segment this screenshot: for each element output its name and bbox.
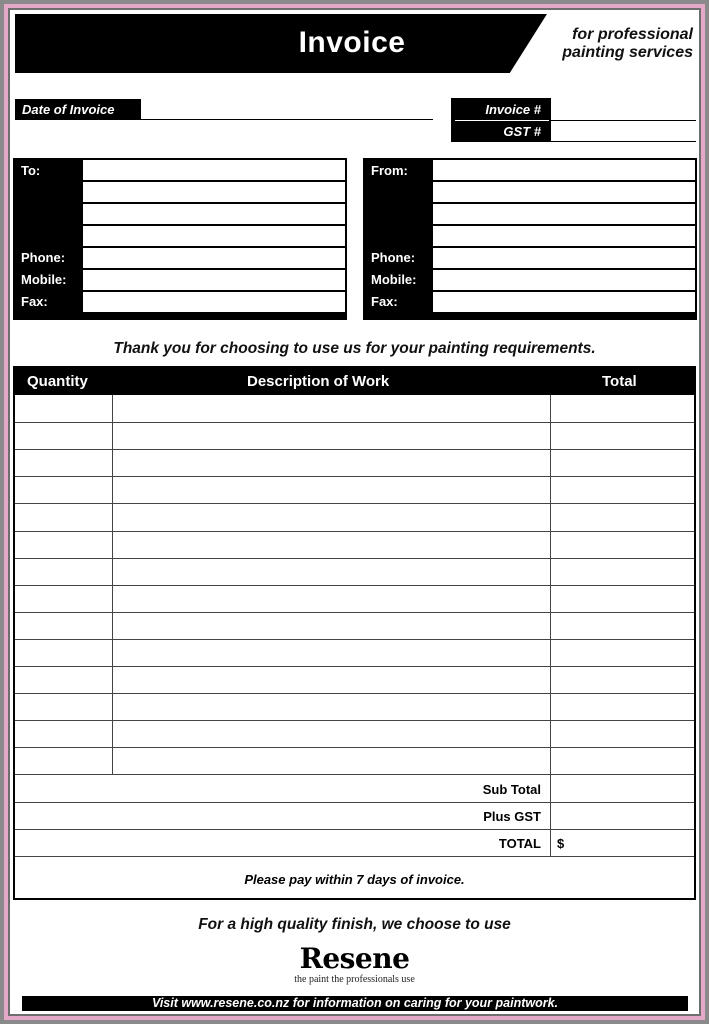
from-name-field[interactable]	[433, 160, 695, 180]
table-header	[15, 368, 694, 395]
gst-number-label: GST #	[503, 124, 541, 139]
from-fax-label: Fax:	[371, 294, 398, 309]
to-fax-label: Fax:	[21, 294, 48, 309]
description-header: Description of Work	[247, 373, 390, 390]
total-column-divider	[550, 395, 551, 856]
from-mobile-label: Mobile:	[371, 272, 417, 287]
total-header: Total	[602, 373, 637, 390]
to-fax-field[interactable]	[83, 292, 345, 312]
date-of-invoice-field[interactable]	[141, 119, 433, 120]
gst-total-label: Plus GST	[483, 809, 541, 824]
date-of-invoice-label: Date of Invoice	[15, 99, 141, 120]
from-fax-field[interactable]	[433, 292, 695, 312]
thank-you-message: Thank you for choosing to use us for your painting requirements.	[113, 340, 596, 357]
table-row[interactable]	[15, 531, 694, 532]
from-label: From:	[371, 163, 408, 178]
meta-divider	[455, 120, 549, 121]
table-row[interactable]	[15, 476, 694, 477]
quantity-header: Quantity	[27, 373, 88, 390]
table-row[interactable]	[15, 558, 694, 559]
work-table	[13, 366, 696, 900]
subtotal-label: Sub Total	[482, 782, 541, 797]
resene-slogan: the paint the professionals use	[294, 974, 415, 985]
invoice-number-label: Invoice #	[485, 102, 541, 117]
from-address-box	[363, 158, 697, 320]
from-phone-field[interactable]	[433, 248, 695, 268]
table-row[interactable]	[15, 639, 694, 640]
from-address-field-3[interactable]	[433, 226, 695, 246]
summary-row[interactable]	[15, 829, 694, 830]
from-address-field-2[interactable]	[433, 204, 695, 224]
from-mobile-field[interactable]	[433, 270, 695, 290]
to-label: To:	[21, 163, 41, 178]
to-mobile-field[interactable]	[83, 270, 345, 290]
from-address-field-1[interactable]	[433, 182, 695, 202]
to-address-field-2[interactable]	[83, 204, 345, 224]
invoice-meta-labels	[451, 98, 551, 142]
invoice-number-field[interactable]	[551, 120, 696, 121]
footer-visit-bar: Visit www.resene.co.nz for information on caring for your paintwork.	[22, 996, 688, 1011]
payment-note: Please pay within 7 days of invoice.	[244, 872, 465, 887]
table-row[interactable]	[15, 422, 694, 423]
gst-number-field[interactable]	[551, 141, 696, 142]
table-row[interactable]	[15, 693, 694, 694]
table-row[interactable]	[15, 612, 694, 613]
tagline	[562, 26, 693, 62]
summary-row[interactable]	[15, 856, 694, 857]
tagline-line-1: for professional	[572, 26, 693, 43]
to-mobile-label: Mobile:	[21, 272, 67, 287]
table-row[interactable]	[15, 747, 694, 748]
to-phone-label: Phone:	[21, 250, 66, 265]
table-row[interactable]	[15, 720, 694, 721]
table-row[interactable]	[15, 585, 694, 586]
to-address-field-3[interactable]	[83, 226, 345, 246]
table-row[interactable]	[15, 449, 694, 450]
to-phone-field[interactable]	[83, 248, 345, 268]
to-address-field-1[interactable]	[83, 182, 345, 202]
table-row[interactable]	[15, 666, 694, 667]
to-address-box	[13, 158, 347, 320]
grand-total-label: TOTAL	[498, 836, 541, 851]
tagline-line-2: painting services	[562, 44, 693, 61]
summary-row[interactable]	[15, 802, 694, 803]
table-row[interactable]	[15, 774, 694, 775]
resene-logo: Resene	[299, 942, 410, 975]
finish-message: For a high quality finish, we choose to use	[198, 916, 511, 933]
page-title: Invoice	[298, 26, 406, 59]
from-phone-label: Phone:	[371, 250, 416, 265]
currency-symbol: $	[557, 836, 565, 851]
table-row[interactable]	[15, 503, 694, 504]
to-name-field[interactable]	[83, 160, 345, 180]
